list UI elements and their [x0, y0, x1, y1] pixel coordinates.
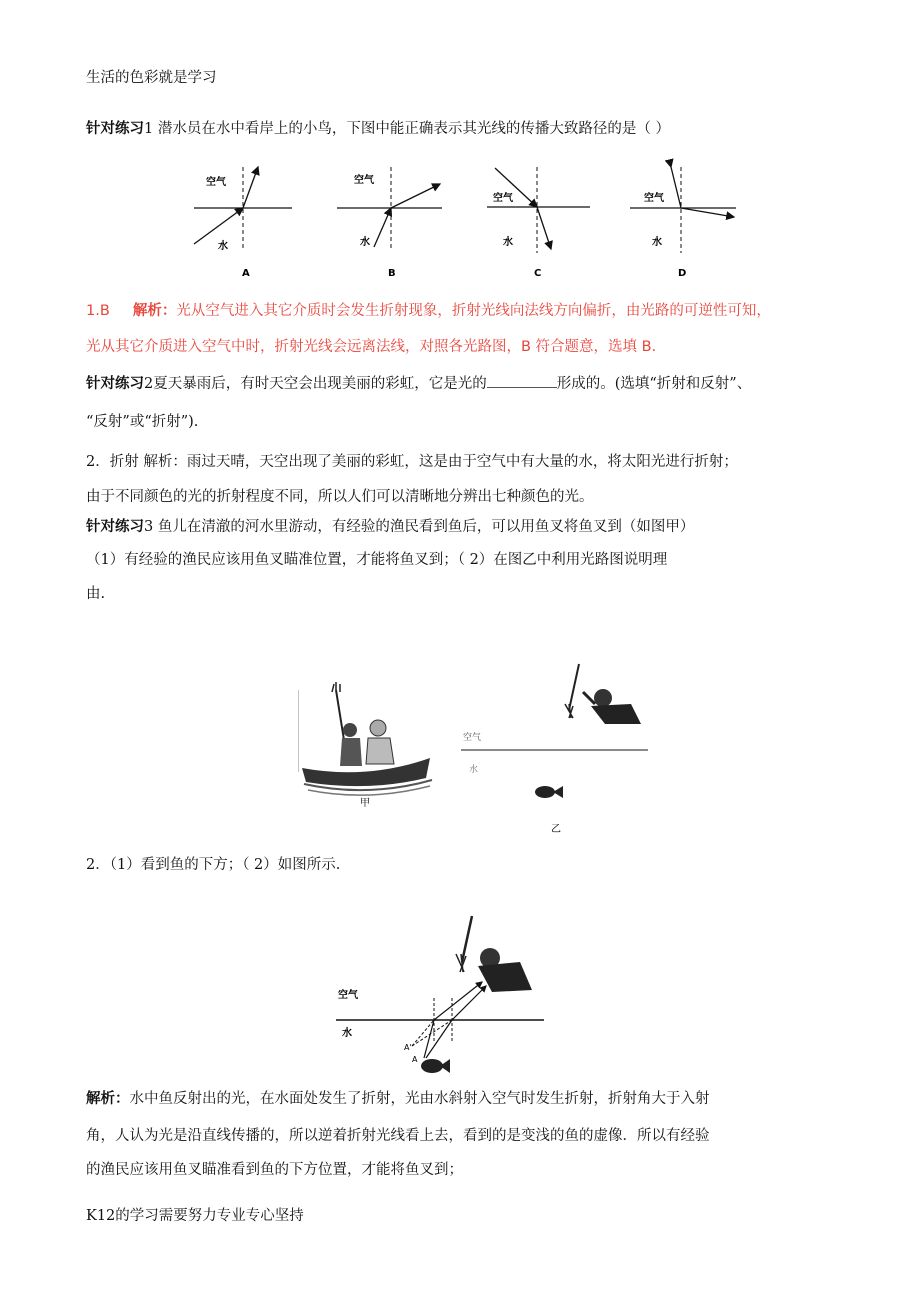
answer-fisherman-with-spear	[456, 916, 532, 992]
q1-answer-label: 解析：	[132, 303, 177, 319]
q1-diagram-b	[337, 167, 442, 279]
q2-text-a: 2夏天暴雨后，有时天空会出现美丽的彩虹，它是光的	[144, 376, 487, 392]
q1-d-water-label: 水	[652, 237, 662, 248]
q3-explain-text1: 水中鱼反射出的光，在水面处发生了折射，光由水斜射入空气时发生折射，折射角大于入射	[129, 1091, 710, 1107]
q1-answer-text1: 光从空气进入其它介质时会发生折射现象，折射光线向法线方向偏折，由光路的可逆性可知，	[176, 303, 771, 319]
q1-diagram-c	[487, 167, 590, 279]
fish	[535, 786, 563, 798]
q1-a-air-label: 空气	[206, 177, 226, 188]
q1-option-c: C	[534, 268, 542, 279]
answer-figure-air-label: 空气	[338, 990, 358, 1001]
q2-answer-line1: 2．折射 解析：雨过天晴，天空出现了美丽的彩虹，这是由于空气中有大量的水，将太阳光进行折射；	[86, 454, 738, 470]
q1-a-water-label: 水	[218, 241, 228, 252]
q3-question	[86, 517, 694, 537]
q2-label: 针对练习	[86, 375, 144, 392]
q1-b-air-label: 空气	[354, 175, 374, 186]
q3-answer: 2．（1）看到鱼的下方；（ 2）如图所示.	[86, 857, 341, 873]
q3-explain-line3: 的渔民应该用鱼叉瞄准看到鱼的下方位置，才能将鱼叉到；	[86, 1162, 463, 1178]
q1-label: 针对练习	[86, 120, 144, 137]
answer-figure-water-label: 水	[342, 1028, 352, 1039]
page-footer: K12的学习需要努力专业专心坚持	[86, 1208, 304, 1224]
q1-answer-line1	[86, 301, 771, 321]
q1-option-a: A	[242, 268, 250, 279]
q1-c-air-label: 空气	[493, 193, 513, 204]
q1-option-d: D	[678, 268, 687, 279]
q3-label: 针对练习	[86, 518, 144, 535]
q1-diagram-a	[194, 167, 292, 279]
q1-text: 1 潜水员在水中看岸上的小鸟，下图中能正确表示其光线的传播大致路径的是（ ）	[144, 121, 670, 137]
q3-explain-label: 解析：	[86, 1090, 130, 1107]
q2-blank[interactable]	[487, 375, 557, 388]
boat-fishermen-illustration	[298, 682, 432, 795]
q1-answer-line2: 光从其它介质进入空气中时，折射光线会远离法线，对照各光路图，B 符合题意，选填 B.	[86, 339, 657, 355]
fisherman-with-spear	[565, 664, 641, 724]
figure-yi-label: 乙	[551, 824, 561, 835]
q1-option-diagrams	[180, 155, 760, 285]
q2-text-b: 形成的。(选填“折射和反射”、	[556, 376, 752, 392]
q1-b-water-label: 水	[360, 237, 370, 248]
answer-figure-a-prime-label: A'	[404, 1043, 412, 1052]
answer-figure	[334, 900, 554, 1090]
figure-yi-water-label: 水	[469, 765, 479, 775]
q1-option-b: B	[388, 268, 396, 279]
figure-jia	[298, 680, 438, 810]
figure-yi	[455, 652, 655, 842]
q1-answer-number: 1.B	[86, 303, 110, 319]
q3-explain-line1	[86, 1089, 710, 1109]
answer-figure-a-label: A	[412, 1055, 418, 1064]
q3-sub-line2: 由.	[86, 586, 106, 602]
q1-c-water-label: 水	[503, 237, 513, 248]
q2-question-line1	[86, 374, 751, 394]
figure-jia-label: 甲	[360, 798, 370, 809]
q3-sub-line1: （1）有经验的渔民应该用鱼叉瞄准位置，才能将鱼叉到；（ 2）在图乙中利用光路图说明理	[86, 552, 668, 568]
q1-question	[86, 119, 670, 139]
q2-question-line2: “反射”或“折射”).	[86, 414, 199, 430]
answer-fish	[421, 1059, 450, 1073]
figure-yi-air-label: 空气	[463, 733, 482, 743]
q1-diagram-d	[630, 167, 736, 279]
q2-answer-line2: 由于不同颜色的光的折射程度不同，所以人们可以清晰地分辨出七种颜色的光。	[86, 489, 594, 505]
q3-explain-line2: 角，人认为光是沿直线传播的，所以逆着折射光线看上去，看到的是变浅的鱼的虚像．所以有经验	[86, 1128, 710, 1144]
q3-text: 3 鱼儿在清澈的河水里游动，有经验的渔民看到鱼后，可以用鱼叉将鱼叉到（如图甲）	[144, 519, 695, 535]
q1-d-air-label: 空气	[644, 193, 664, 204]
page-header: 生活的色彩就是学习	[86, 70, 217, 86]
